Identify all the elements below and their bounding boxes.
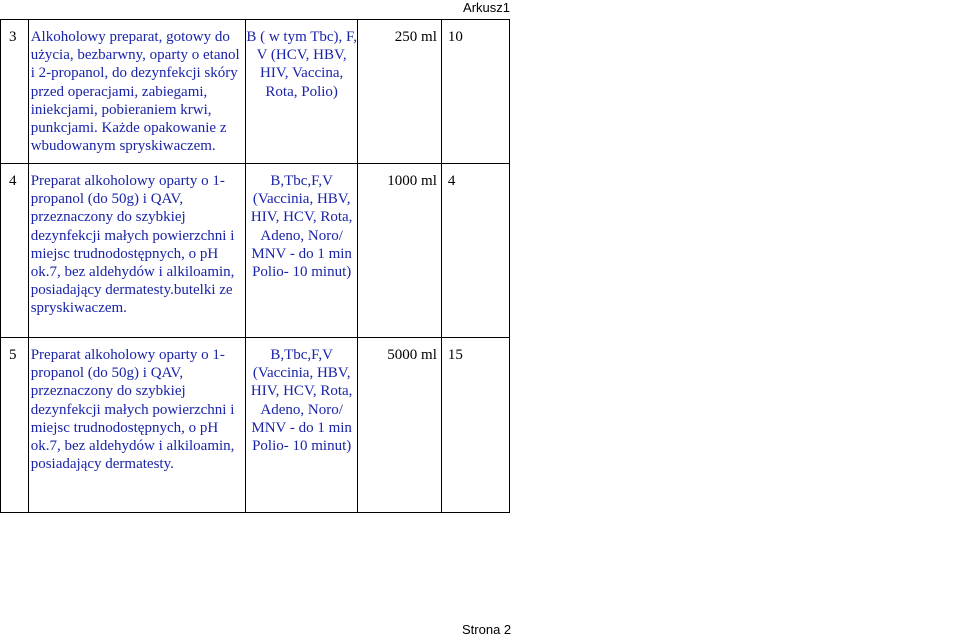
microbe-spectrum: B,Tbc,F,V (Vaccinia, HBV, HIV, HCV, Rota, Adeno, Noro/ MNV - do 1 min Polio- 10 minut) <box>246 164 358 338</box>
page-footer: Strona 2 <box>462 622 511 637</box>
quantity: 10 <box>441 20 509 164</box>
empty-cell <box>509 164 960 338</box>
package-size: 1000 ml <box>358 164 442 338</box>
empty-cell <box>509 20 960 164</box>
sheet-name: Arkusz1 <box>463 0 510 15</box>
product-description: Alkoholowy preparat, gotowy do użycia, bezbarwny, oparty o etanol i 2-propanol, do dezynfekcji skóry przed operacjami, zabiegami, iniekcjami, pobieraniem krwi, punkcjami. Każde opakowanie z wbudowanym spryskiwaczem. <box>28 20 246 164</box>
row-number: 3 <box>1 20 29 164</box>
row-number: 4 <box>1 164 29 338</box>
product-description: Preparat alkoholowy oparty o 1-propanol (do 50g) i QAV, przeznaczony do szybkiej dezynfekcji małych powierzchni i miejsc trudnodostępnych, o pH ok.7, bez aldehydów i alkiloamin, posiadający dermatesty.butelki ze spryskiwaczem. <box>28 164 246 338</box>
package-size: 250 ml <box>358 20 442 164</box>
row-number: 5 <box>1 338 29 513</box>
table-row <box>1 20 960 164</box>
empty-cell <box>509 338 960 513</box>
product-description: Preparat alkoholowy oparty o 1-propanol (do 50g) i QAV, przeznaczony do szybkiej dezynfekcji małych powierzchni i miejsc trudnodostępnych, o pH ok.7, bez aldehydów i alkiloamin, posiadający dermatesty. <box>28 338 246 513</box>
microbe-spectrum: B,Tbc,F,V (Vaccinia, HBV, HIV, HCV, Rota, Adeno, Noro/ MNV - do 1 min Polio- 10 minut) <box>246 338 358 513</box>
package-size: 5000 ml <box>358 338 442 513</box>
quantity: 15 <box>441 338 509 513</box>
table-row <box>1 338 960 513</box>
quantity: 4 <box>441 164 509 338</box>
table-row <box>1 164 960 338</box>
microbe-spectrum: B ( w tym Tbc), F, V (HCV, HBV, HIV, Vaccina, Rota, Polio) <box>246 20 358 164</box>
spreadsheet-table <box>0 19 960 513</box>
